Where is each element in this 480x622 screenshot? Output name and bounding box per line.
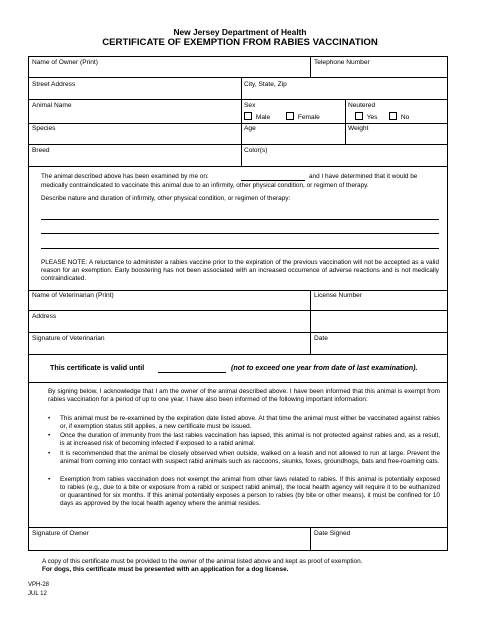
telephone-label: Telephone Number <box>314 59 370 66</box>
weight-label: Weight <box>348 125 369 132</box>
animal-name-label: Animal Name <box>32 102 72 109</box>
sex-label: Sex <box>244 102 256 109</box>
copy-requirement-note: A copy of this certificate must be provided to the owner of the animal listed above and kept as proof of exemption. <box>42 558 363 565</box>
bullet-icon: • <box>48 415 51 422</box>
form-id: VPH-28 <box>28 582 50 588</box>
owner-acknowledgement: By signing below, I acknowledge that I am the owner of the animal described above. I have been informed that this animal is exempt from rabies vaccination for a period of up to one year. I have also been informed of the following important information: <box>48 388 440 404</box>
exam-statement: The animal described above has been examined by me on: <box>41 173 209 180</box>
owner-name-label: Name of Owner (Print) <box>32 59 98 66</box>
male-checkbox[interactable]: Male <box>244 112 270 121</box>
age-label: Age <box>244 125 256 132</box>
infirmity-line-1[interactable] <box>41 219 439 220</box>
neutered-label: Neutered <box>348 102 376 109</box>
checkbox-icon <box>244 112 252 120</box>
breed-label: Breed <box>32 147 50 154</box>
veterinarian-address-label: Address <box>32 313 57 320</box>
describe-infirmity-label: Describe nature and duration of infirmity, other physical condition, or regimen of therapy: <box>41 195 291 202</box>
female-checkbox[interactable]: Female <box>286 112 320 121</box>
certificate-title: CERTIFICATE OF EXEMPTION FROM RABIES VACCINATION <box>102 37 378 48</box>
license-number-label: License Number <box>314 292 363 299</box>
valid-until-field[interactable] <box>158 372 226 373</box>
checkbox-icon <box>355 112 363 120</box>
info-bullet: • Exemption from rabies vaccination does not exempt the animal from other laws related to rabies. If this animal is potentially exposed to rabies (e.g., due to a bite or exposure from a rabid or suspect rabid animal), the local health agency will require it to be euthanized or quarantined for six months. If this animal potentially exposes a person to rabies (by bite or other means), it must be confined for 10 days as approved by the local health agency where the animal resides. <box>48 476 440 507</box>
owner-signature-label: Signature of Owner <box>32 530 89 537</box>
infirmity-line-3[interactable] <box>41 248 439 249</box>
checkbox-icon <box>286 112 294 120</box>
info-bullet: • It is recommended that the animal be closely observed when outside, walked on a leash and not allowed to run at large. Prevent the animal from coming into contact with suspect rabid animals such as raccoons, skunks, foxes, groundhogs, bats and free-roaming cats. <box>48 450 440 465</box>
certificate-form <box>28 56 448 551</box>
info-bullet: • Once the duration of immunity from the last rabies vaccination has lapsed, this animal is not protected against rabies and, as a result, is at increased risk of becoming infected if exposed to a rabid animal. <box>48 432 440 447</box>
veterinarian-name-label: Name of Veterinarian (Print) <box>32 292 114 299</box>
form-revision: JUL 12 <box>28 591 47 597</box>
street-address-label: Street Address <box>32 81 76 88</box>
bullet-icon: • <box>48 476 51 483</box>
info-bullet: • This animal must be re-examined by the expiration date listed above. At that time the animal must either be vaccinated against rabies or, if exemption status still applies, a new certificate must be issued. <box>48 415 440 430</box>
infirmity-line-2[interactable] <box>41 233 439 234</box>
exam-statement-line2: medically contraindicated to vaccinate this animal due to an infirmity, other physical condition, or regimen of therapy. <box>41 182 369 189</box>
veterinarian-signature-label: Signature of Veterinarian <box>32 335 105 342</box>
species-label: Species <box>32 125 56 132</box>
city-state-zip-label: City, State, Zip <box>244 81 287 88</box>
bullet-icon: • <box>48 450 51 457</box>
bullet-icon: • <box>48 432 51 439</box>
valid-until-label: This certificate is valid until <box>50 363 145 372</box>
colors-label: Color(s) <box>244 147 268 154</box>
validity-note: (not to exceed one year from date of last examination). <box>231 363 418 372</box>
date-signed-label: Date Signed <box>314 530 351 537</box>
neutered-yes-checkbox[interactable]: Yes <box>355 112 377 121</box>
checkbox-icon <box>389 112 397 120</box>
dog-license-note: For dogs, this certificate must be presented with an application for a dog license. <box>42 566 289 573</box>
exam-statement-continued: and I have determined that it would be <box>309 173 418 180</box>
neutered-no-checkbox[interactable]: No <box>389 112 409 121</box>
please-note: PLEASE NOTE: A reluctance to administer a rabies vaccine prior to the expiration of the previous vaccination will not be accepted as a valid reason for an exemption. Early boostering has not been associated with an increased occurrence of adverse reactions and is not medically contraindicated. <box>41 259 439 283</box>
agency-name: New Jersey Department of Health <box>173 27 307 37</box>
vet-date-label: Date <box>314 335 328 342</box>
